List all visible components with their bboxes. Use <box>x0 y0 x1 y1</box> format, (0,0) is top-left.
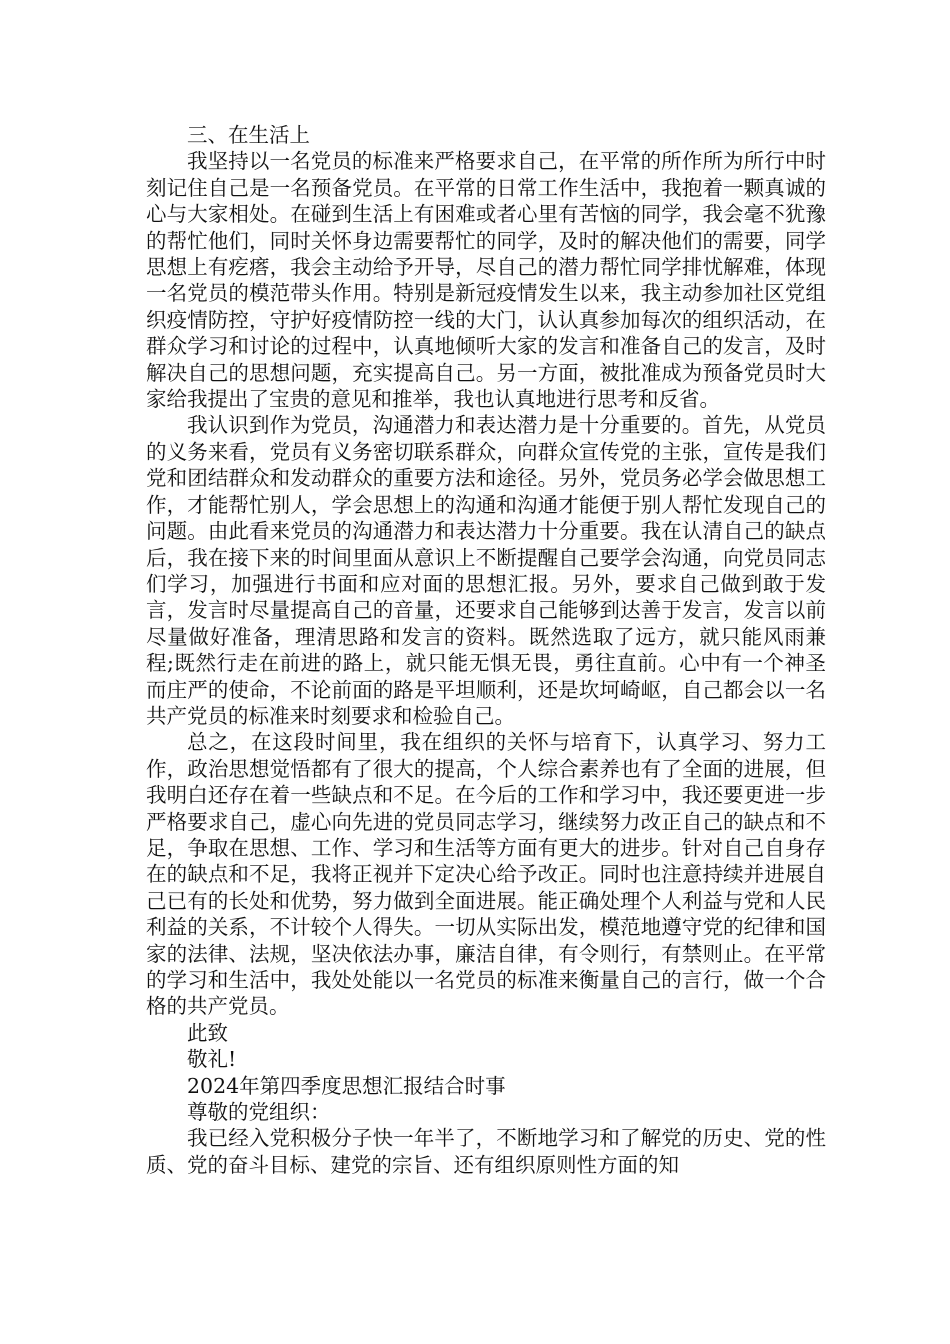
paragraph-summary: 总之，在这段时间里，我在组织的关怀与培育下，认真学习、努力工作，政治思想觉悟都有了很大的提高，个人综合素养也有了全面的进展，但我明白还存在着一些缺点和不足。在今后的工作和学习中，我还要更进一步严格要求自己，虚心向先进的党员同志学习，继续努力改正自己的缺点和不足，争取在思想、工作、学习和生活等方面有更大的进步。针对自己自身存在的缺点和不足，我将正视并下定决心给予改正。同时也注意持续并进展自己已有的长处和优势，努力做到全面进展。能正确处理个人利益与党和人民利益的关系，不计较个人得失。一切从实际出发，模范地遵守党的纪律和国家的法律、法规，坚决依法办事，廉洁自律，有令则行，有禁则止。在平常的学习和生活中，我处处能以一名党员的标准来衡量自己的言行，做一个合格的共产党员。 <box>146 730 826 1019</box>
salutation: 尊敬的党组织： <box>187 1100 331 1125</box>
section-heading: 三、在生活上 <box>187 123 310 147</box>
paragraph-communication: 我认识到作为党员，沟通潜力和表达潜力是十分重要的。首先，从党员的义务来看，党员有义务密切联系群众，向群众宣传党的主张，宣传是我们党和团结群众和发动群众的重要方法和途径。另外，党员务必学会做思想工作，才能帮忙别人，学会思想上的沟通和沟通才能便于别人帮忙发现自己的问题。由此看来党员的沟通潜力和表达潜力十分重要。我在认清自己的缺点后，我在接下来的时间里面从意识上不断提醒自己要学会沟通，向党员同志们学习，加强进行书面和应对面的思想汇报。另外，要求自己做到敢于发言，发言时尽量提高自己的音量，还要求自己能够到达善于发言，发言以前尽量做好准备，理清思路和发言的资料。既然选取了远方，就只能风雨兼程;既然行走在前进的路上，就只能无惧无畏，勇往直前。心中有一个神圣而庄严的使命，不论前面的路是平坦顺利，还是坎坷崎岖，自己都会以一名共产党员的标准来时刻要求和检验自己。 <box>146 413 826 728</box>
report-title: 2024年第四季度思想汇报结合时事 <box>187 1073 506 1098</box>
paragraph-intro: 我已经入党积极分子快一年半了，不断地学习和了解党的历史、党的性质、党的奋斗目标、建党的宗旨、还有组织原则性方面的知 <box>146 1126 826 1177</box>
paragraph-life: 我坚持以一名党员的标准来严格要求自己，在平常的所作所为所行中时刻记住自己是一名预备党员。在平常的日常工作生活中，我抱着一颗真诚的心与大家相处。在碰到生活上有困难或者心里有苦恼的同学，我会毫不犹豫的帮忙他们，同时关怀身边需要帮忙的同学，及时的解决他们的需要，同学思想上有疙瘩，我会主动给予开导，尽自己的潜力帮忙同学排忧解难，体现一名党员的模范带头作用。特别是新冠疫情发生以来，我主动参加社区党组织疫情防控，守护好疫情防控一线的大门，认认真参加每次的组织活动，在群众学习和讨论的过程中，认真地倾听大家的发言和准备自己的发言，及时解决自己的思想问题，充实提高自己。另一方面，被批准成为预备党员时大家给我提出了宝贵的意见和推举，我也认真地进行思考和反省。 <box>146 149 826 412</box>
closing-cizhi: 此致 <box>187 1020 228 1045</box>
closing-jingli: 敬礼! <box>187 1047 237 1072</box>
document-page <box>146 122 826 1178</box>
